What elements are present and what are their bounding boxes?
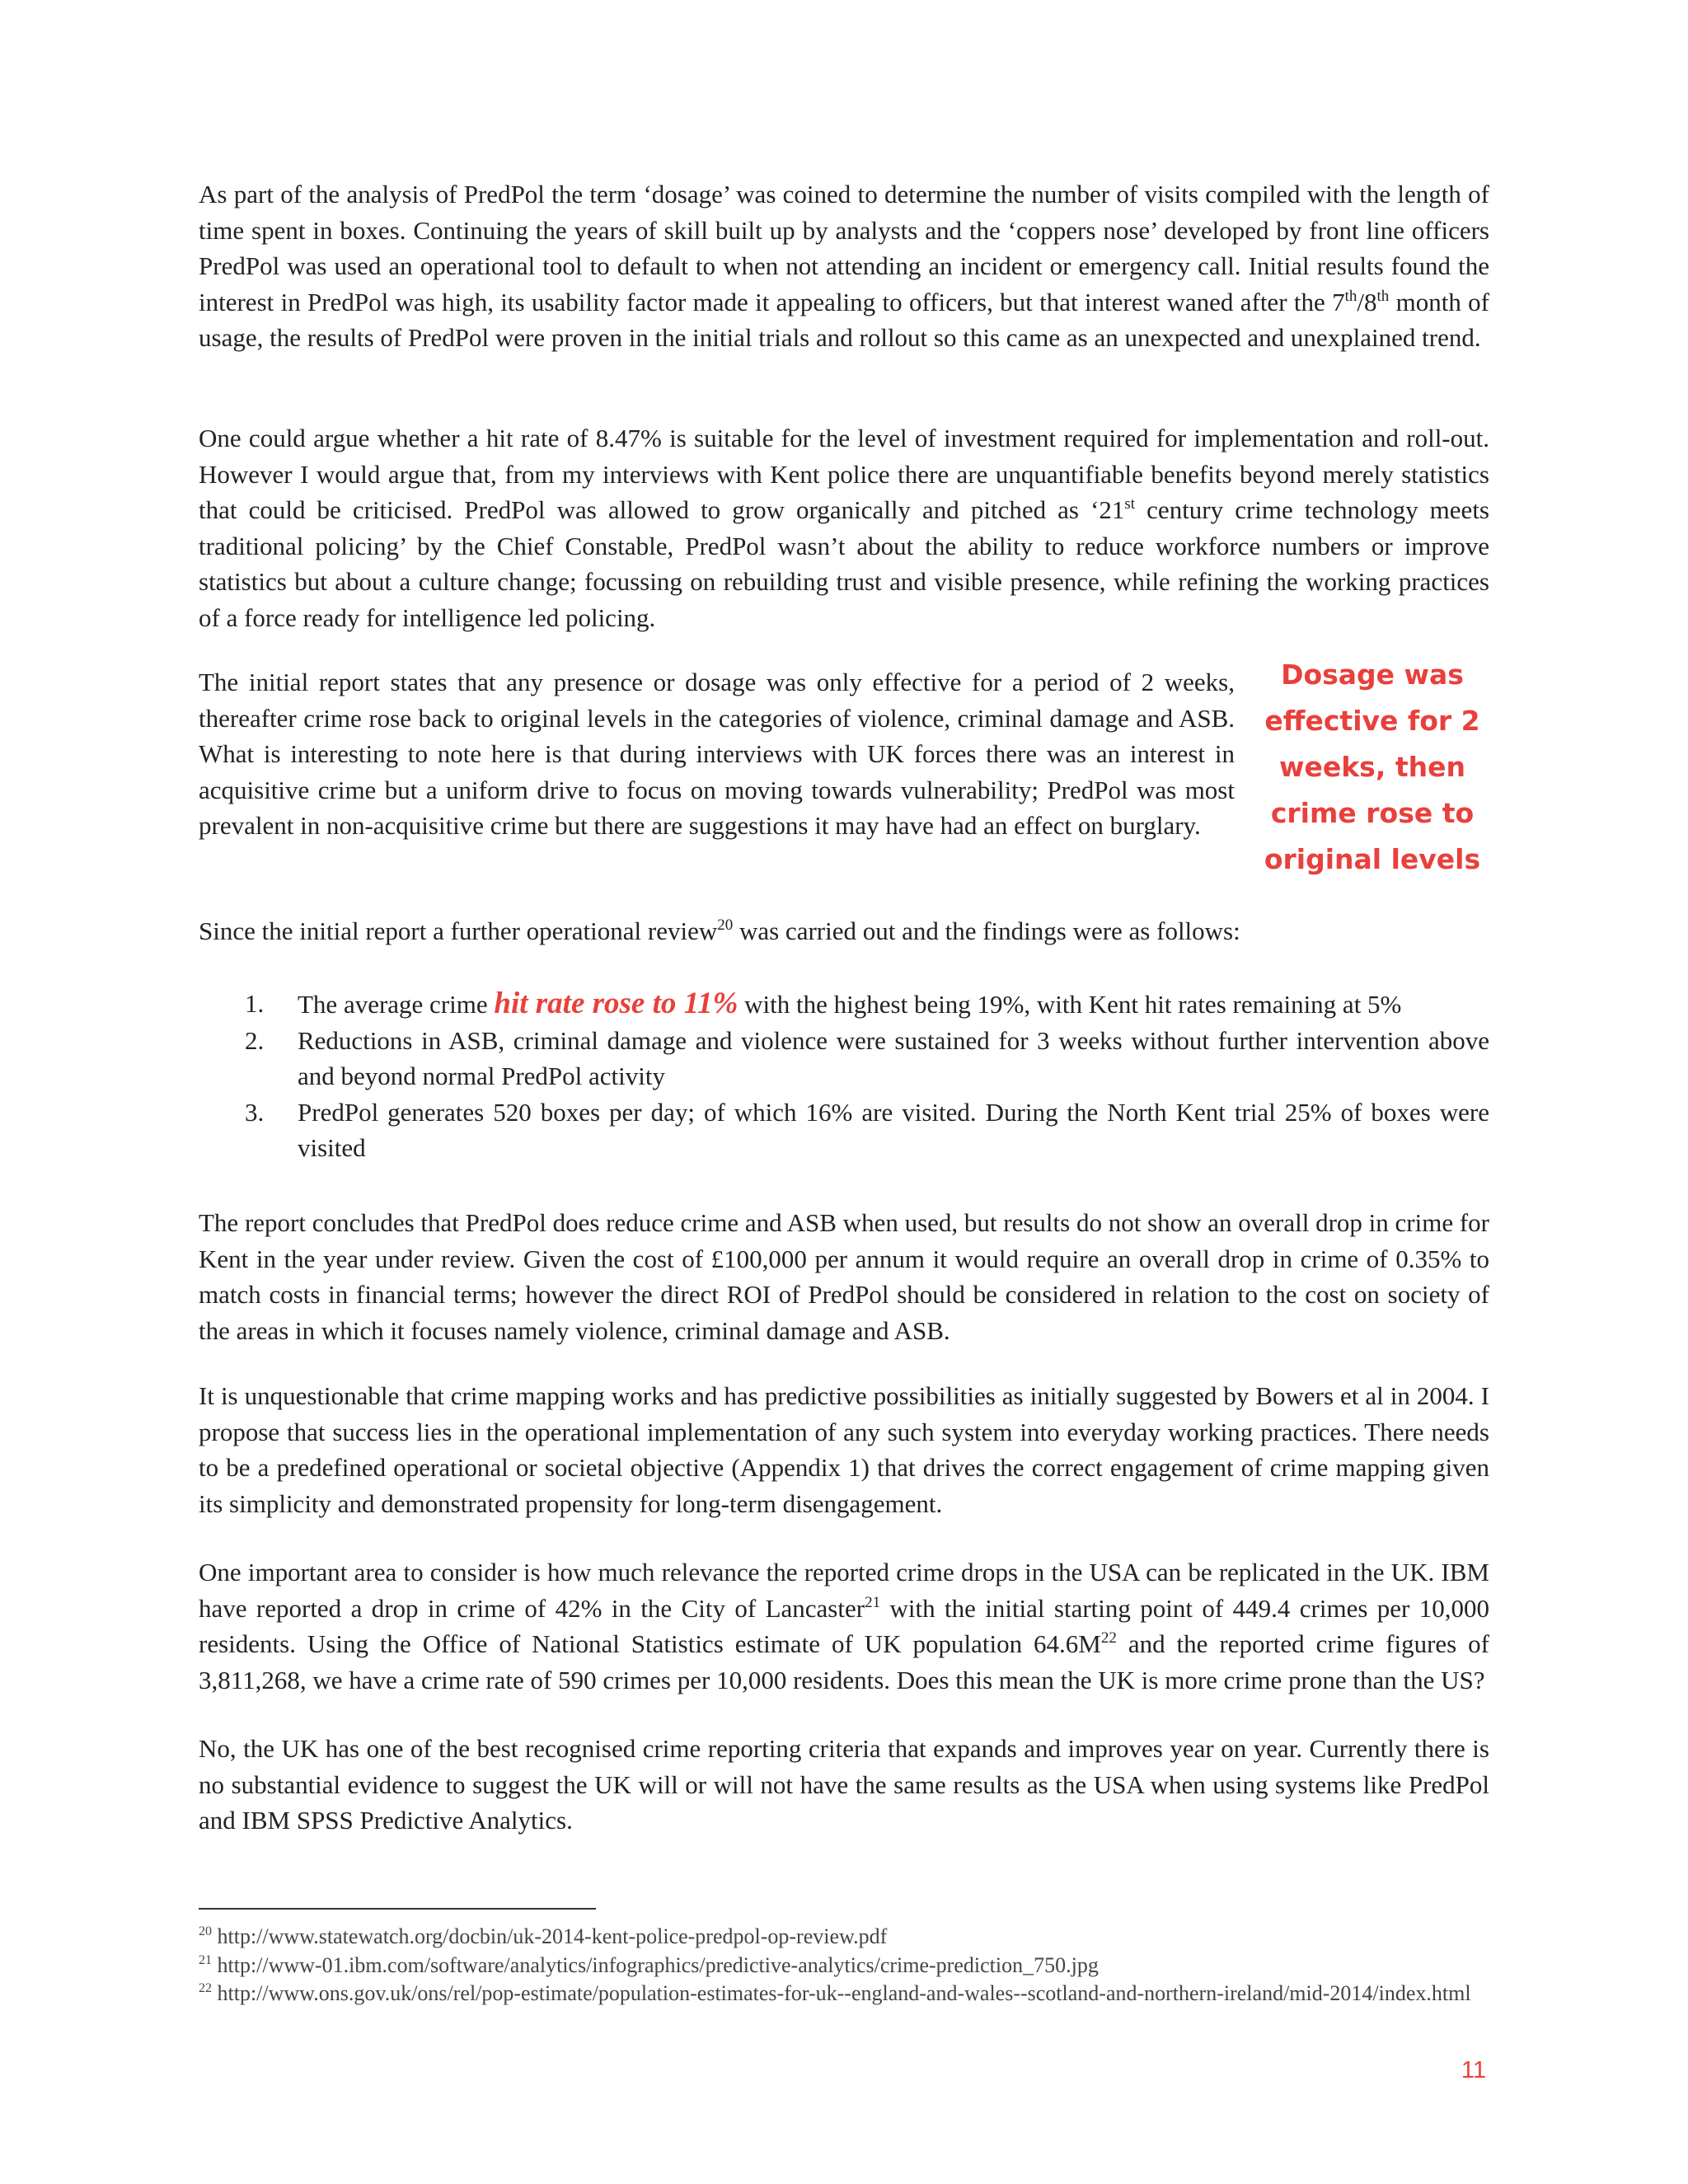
list-item: [199, 1023, 1489, 1094]
findings-list: [199, 986, 1489, 1166]
page-number: 11: [1461, 2057, 1486, 2083]
callout-line: effective for 2: [1264, 705, 1480, 737]
text-run: /8: [1357, 287, 1377, 316]
text-run: with the highest being 19%, with Kent hit rates remaining at 5%: [738, 990, 1402, 1019]
paragraph-uk-reporting: No, the UK has one of the best recognised crime reporting criteria that expands and improves year on year. Currently there is no substantial evidence to suggest the UK will or will not have the same results as the USA when using systems like PredPol and IBM SPSS Predictive Analytics.: [199, 1734, 1489, 1835]
list-number: 2.: [245, 1025, 265, 1055]
callout-line: weeks, then: [1278, 751, 1465, 783]
footnote-link[interactable]: http://www.ons.gov.uk/ons/rel/pop-estimate/population-estimates-for-uk--england-and-wales--scotland-and-northern-ireland/mid-2014/index.html: [212, 1981, 1471, 2005]
list-item: [199, 1094, 1489, 1166]
callout-line: crime rose to: [1270, 797, 1475, 829]
list-item: [199, 986, 1489, 1023]
text-run: month of usage, the results of PredPol were proven in the initial trials and rollout so this came as an unexpected and unexplained trend.: [199, 287, 1489, 352]
footnote-link[interactable]: http://www.statewatch.org/docbin/uk-2014-kent-police-predpol-op-review.pdf: [212, 1924, 888, 1948]
text-run: The average crime: [298, 990, 495, 1019]
text-run: PredPol generates 520 boxes per day; of which 16% are visited. During the North Kent trial 25% of boxes were visited: [298, 1097, 1489, 1162]
superscript: st: [1124, 495, 1136, 513]
superscript: th: [1344, 287, 1357, 305]
footnote-number: 22: [199, 1981, 212, 1995]
list-number: 3.: [245, 1097, 265, 1127]
callout-line: original levels: [1264, 843, 1481, 875]
text-run: with the initial starting point of 449.4 crimes per 10,000 residents. Using the Office of National Statistics estimate of UK population 64.6M: [199, 1593, 1490, 1658]
paragraph-dosage-analysis: [199, 176, 1489, 356]
footnote: [199, 1952, 1489, 1980]
footnote-number: 21: [199, 1952, 212, 1967]
paragraph-report-conclusion: The report concludes that PredPol does reduce crime and ASB when used, but results do not show an overall drop in crime for Kent in the year under review. Given the cost of £100,000 per annum it would require an overall drop in crime of 0.35% to match costs in financial terms; however the direct ROI of PredPol should be considered in relation to the cost on society of the areas in which it focuses namely violence, criminal damage and ASB.: [199, 1208, 1489, 1345]
superscript: th: [1376, 287, 1390, 305]
footnote-reference: 22: [1100, 1629, 1117, 1647]
highlight-text: hit rate rose to 11%: [494, 987, 738, 1020]
text-run: and the reported crime figures of 3,811,268, we have a crime rate of 590 crimes per 10,000 residents. Does this mean the UK is more crime prone than the US?: [199, 1629, 1489, 1694]
paragraph-initial-report: The initial report states that any presence or dosage was only effective for a period of 2 weeks, thereafter crime rose back to original levels in the categories of violence, criminal damage and ASB. What is interesting to note here is that during interviews with UK forces there was an interest in acquisitive crime but a uniform drive to focus on moving towards vulnerability; PredPol was most prevalent in non-acquisitive crime but there are suggestions it may have had an effect on burglary.: [199, 668, 1235, 840]
pull-quote-callout: [1261, 652, 1484, 883]
footnote-link[interactable]: http://www-01.ibm.com/software/analytics/infographics/predictive-analytics/crime-prediction_750.jpg: [212, 1952, 1099, 1977]
footnote-reference: 21: [865, 1593, 881, 1611]
text-run: was carried out and the findings were as follows:: [733, 916, 1240, 945]
footnotes: [199, 1923, 1489, 2008]
paragraph-crime-mapping: It is unquestionable that crime mapping works and has predictive possibilities as initially suggested by Bowers et al in 2004. I propose that success lies in the operational implementation of any such system into everyday working practices. There needs to be a predefined operational or societal objective (Appendix 1) that drives the correct engagement of crime mapping given its simplicity and demonstrated propensity for long-term disengagement.: [199, 1381, 1489, 1518]
footnote-divider: [199, 1908, 596, 1910]
paragraph-hit-rate: [199, 420, 1489, 635]
text-run: One important area to consider is how much relevance the reported crime drops in the USA can be replicated in the UK. IBM have reported a drop in crime of 42% in the City of Lancaster: [199, 1558, 1489, 1623]
list-number: 1.: [245, 989, 265, 1018]
text-run: Reductions in ASB, criminal damage and violence were sustained for 3 weeks without further intervention above and beyond normal PredPol activity: [298, 1025, 1489, 1090]
footnote-number: 20: [199, 1924, 212, 1938]
footnote-reference: 20: [717, 916, 734, 934]
footnote: [199, 1923, 1489, 1952]
text-run: Since the initial report a further operational review: [199, 916, 718, 945]
paragraph-operational-review: [199, 913, 1489, 949]
callout-line: Dosage was: [1281, 658, 1464, 691]
text-run: century crime technology meets traditional policing’ by the Chief Constable, PredPol wasn’t about the ability to reduce workforce numbers or improve statistics but about a culture change; focussing on rebuilding trust and visible presence, while refining the working practices of a force ready for intelligence led policing.: [199, 495, 1489, 632]
text-run: One could argue whether a hit rate of 8.47% is suitable for the level of investment required for implementation and roll-out. However I would argue that, from my interviews with Kent police there are unquantifiable benefits beyond merely statistics that could be criticised. PredPol was allowed to grow organically and pitched as ‘21: [199, 424, 1489, 524]
paragraph-usa-uk-comparison: [199, 1554, 1489, 1698]
footnote: [199, 1980, 1489, 2008]
text-run: As part of the analysis of PredPol the term ‘dosage’ was coined to determine the number of visits compiled with the length of time spent in boxes. Continuing the years of skill built up by analysts and the ‘coppers nose’ developed by front line officers PredPol was used an operational tool to default to when not attending an incident or emergency call. Initial results found the interest in PredPol was high, its usability factor made it appealing to officers, but that interest waned after the 7: [199, 180, 1489, 316]
